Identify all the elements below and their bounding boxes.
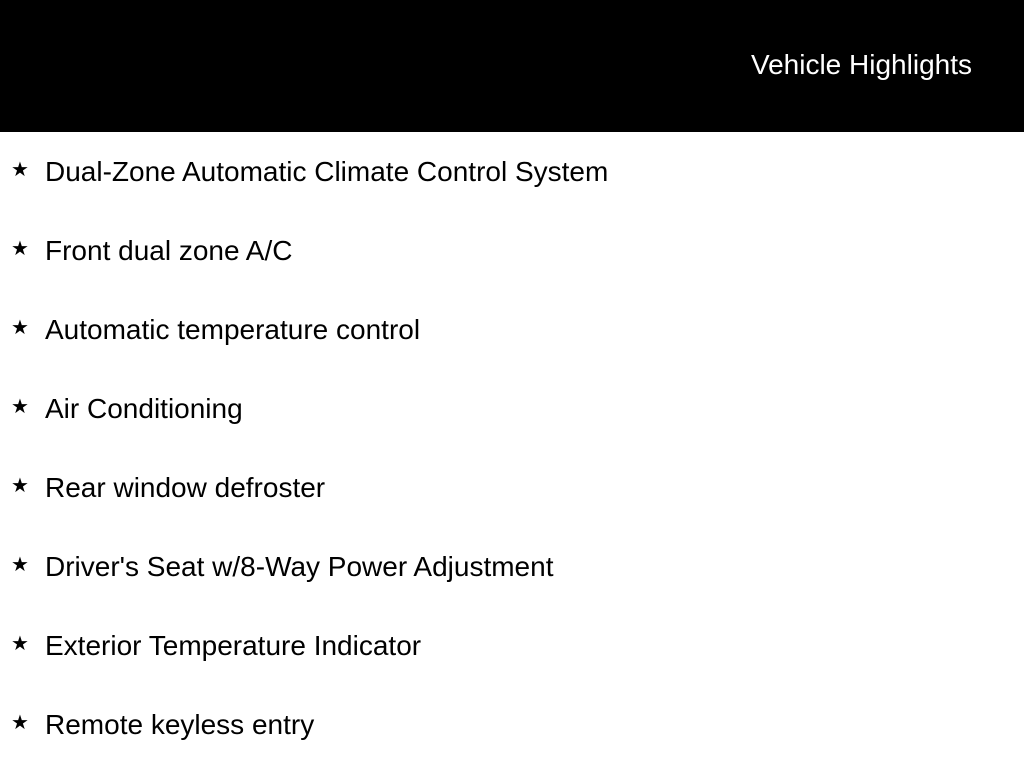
list-item — [0, 448, 1024, 527]
page-title: Vehicle Highlights — [750, 49, 972, 80]
star-icon: ★ — [11, 710, 29, 734]
star-icon: ★ — [11, 631, 29, 655]
highlight-label: Dual-Zone Automatic Climate Control System — [45, 156, 609, 187]
list-item — [0, 606, 1024, 685]
highlight-label: Driver's Seat w/8-Way Power Adjustment — [45, 551, 554, 582]
star-icon: ★ — [11, 473, 29, 497]
highlight-label: Automatic temperature control — [45, 314, 421, 345]
list-item — [0, 211, 1024, 290]
list-item — [0, 527, 1024, 606]
star-icon: ★ — [11, 236, 29, 260]
highlight-label: Exterior Temperature Indicator — [45, 630, 422, 661]
list-item — [0, 369, 1024, 448]
list-item — [0, 132, 1024, 211]
star-icon: ★ — [11, 552, 29, 576]
highlight-label: Remote keyless entry — [45, 709, 315, 740]
highlight-label: Air Conditioning — [45, 393, 243, 424]
list-item — [0, 685, 1024, 764]
vehicle-highlights-list — [0, 132, 1024, 764]
list-item — [0, 290, 1024, 369]
highlight-label: Rear window defroster — [45, 472, 326, 503]
star-icon: ★ — [11, 157, 29, 181]
header-bar — [0, 0, 1024, 132]
star-icon: ★ — [11, 315, 29, 339]
highlight-label: Front dual zone A/C — [45, 235, 293, 266]
star-icon: ★ — [11, 394, 29, 418]
